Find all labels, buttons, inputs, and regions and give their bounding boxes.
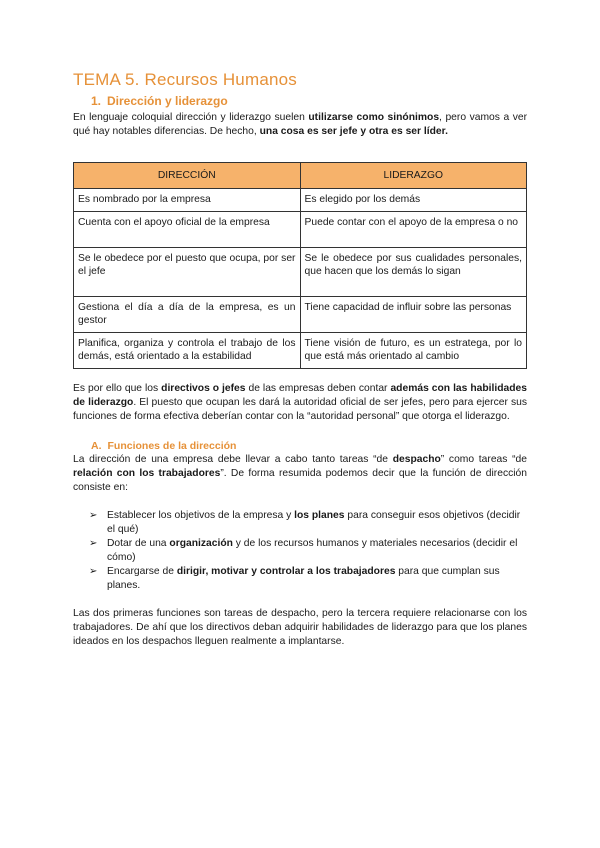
table-row: [74, 247, 527, 296]
table-cell: Cuenta con el apoyo oficial de la empresa: [74, 211, 301, 247]
functions-list: [89, 509, 527, 593]
closing-paragraph: Las dos primeras funciones son tareas de despacho, pero la tercera requiere relacionarse con los trabajadores. De ahí que los directivos deban adquirir habilidades de liderazgo para que los planes ideados en los despachos lleguen realmente a implantarse.: [73, 607, 527, 647]
table-header-row: [74, 163, 527, 189]
leadership-paragraph: Es por ello que los directivos o jefes de las empresas deben contar además con las habilidades de liderazgo. El puesto que ocupan les dará la autoridad oficial de ser jefes, pero para ejercer sus funciones de forma efectiva deberían contar con la “autoridad personal” que otorga el liderazgo.: [73, 382, 528, 422]
table-cell: Gestiona el día a día de la empresa, es un gestor: [74, 296, 301, 332]
list-item: ➢ Encargarse de dirigir, motivar y controlar a los trabajadores para que cumplan sus planes.: [89, 565, 500, 591]
subsection-letter: A.: [91, 439, 102, 452]
table-row: [74, 332, 527, 368]
subsection-title: Funciones de la dirección: [107, 439, 237, 452]
table-cell: Se le obedece por el puesto que ocupa, por ser el jefe: [74, 247, 301, 296]
table-row: [74, 211, 527, 247]
section-title: Dirección y liderazgo: [107, 94, 228, 108]
table-cell: Es nombrado por la empresa: [74, 189, 301, 212]
intro-paragraph: En lenguaje coloquial dirección y liderazgo suelen utilizarse como sinónimos, pero vamos a ver qué hay notables diferencias. De hecho, una cosa es ser jefe y otra es ser líder.: [73, 112, 528, 137]
table-cell: Es elegido por los demás: [300, 189, 527, 212]
list-item: ➢ Establecer los objetivos de la empresa y los planes para conseguir esos objetivos (decidir el qué): [89, 509, 521, 535]
comparison-table: [73, 162, 527, 369]
functions-intro-paragraph: La dirección de una empresa debe llevar a cabo tanto tareas “de despacho” como tareas “de relación con los trabajadores”. De forma resumida podemos decir que la función de dirección consiste en:: [73, 453, 528, 493]
document-page: [73, 70, 527, 649]
page-title: TEMA 5. Recursos Humanos: [73, 70, 297, 89]
arrow-bullet-icon: ➢: [89, 509, 98, 521]
table-row: [74, 189, 527, 212]
section-heading: [91, 94, 527, 108]
table-cell: Tiene visión de futuro, es un estratega, por lo que está más orientado al cambio: [300, 332, 527, 368]
arrow-bullet-icon: ➢: [89, 565, 98, 577]
subsection-heading: [91, 440, 527, 452]
header-direccion: DIRECCIÓN: [74, 163, 301, 189]
table-cell: Planifica, organiza y controla el trabajo de los demás, está orientado a la estabilidad: [74, 332, 301, 368]
section-number: 1.: [91, 94, 102, 108]
table-cell: Se le obedece por sus cualidades personales, que hacen que los demás lo sigan: [300, 247, 527, 296]
table-row: [74, 296, 527, 332]
table-cell: Tiene capacidad de influir sobre las personas: [300, 296, 527, 332]
table-cell: Puede contar con el apoyo de la empresa o no: [300, 211, 527, 247]
arrow-bullet-icon: ➢: [89, 537, 98, 549]
header-liderazgo: LIDERAZGO: [300, 163, 527, 189]
list-item: ➢ Dotar de una organización y de los recursos humanos y materiales necesarios (decidir el cómo): [89, 537, 518, 563]
